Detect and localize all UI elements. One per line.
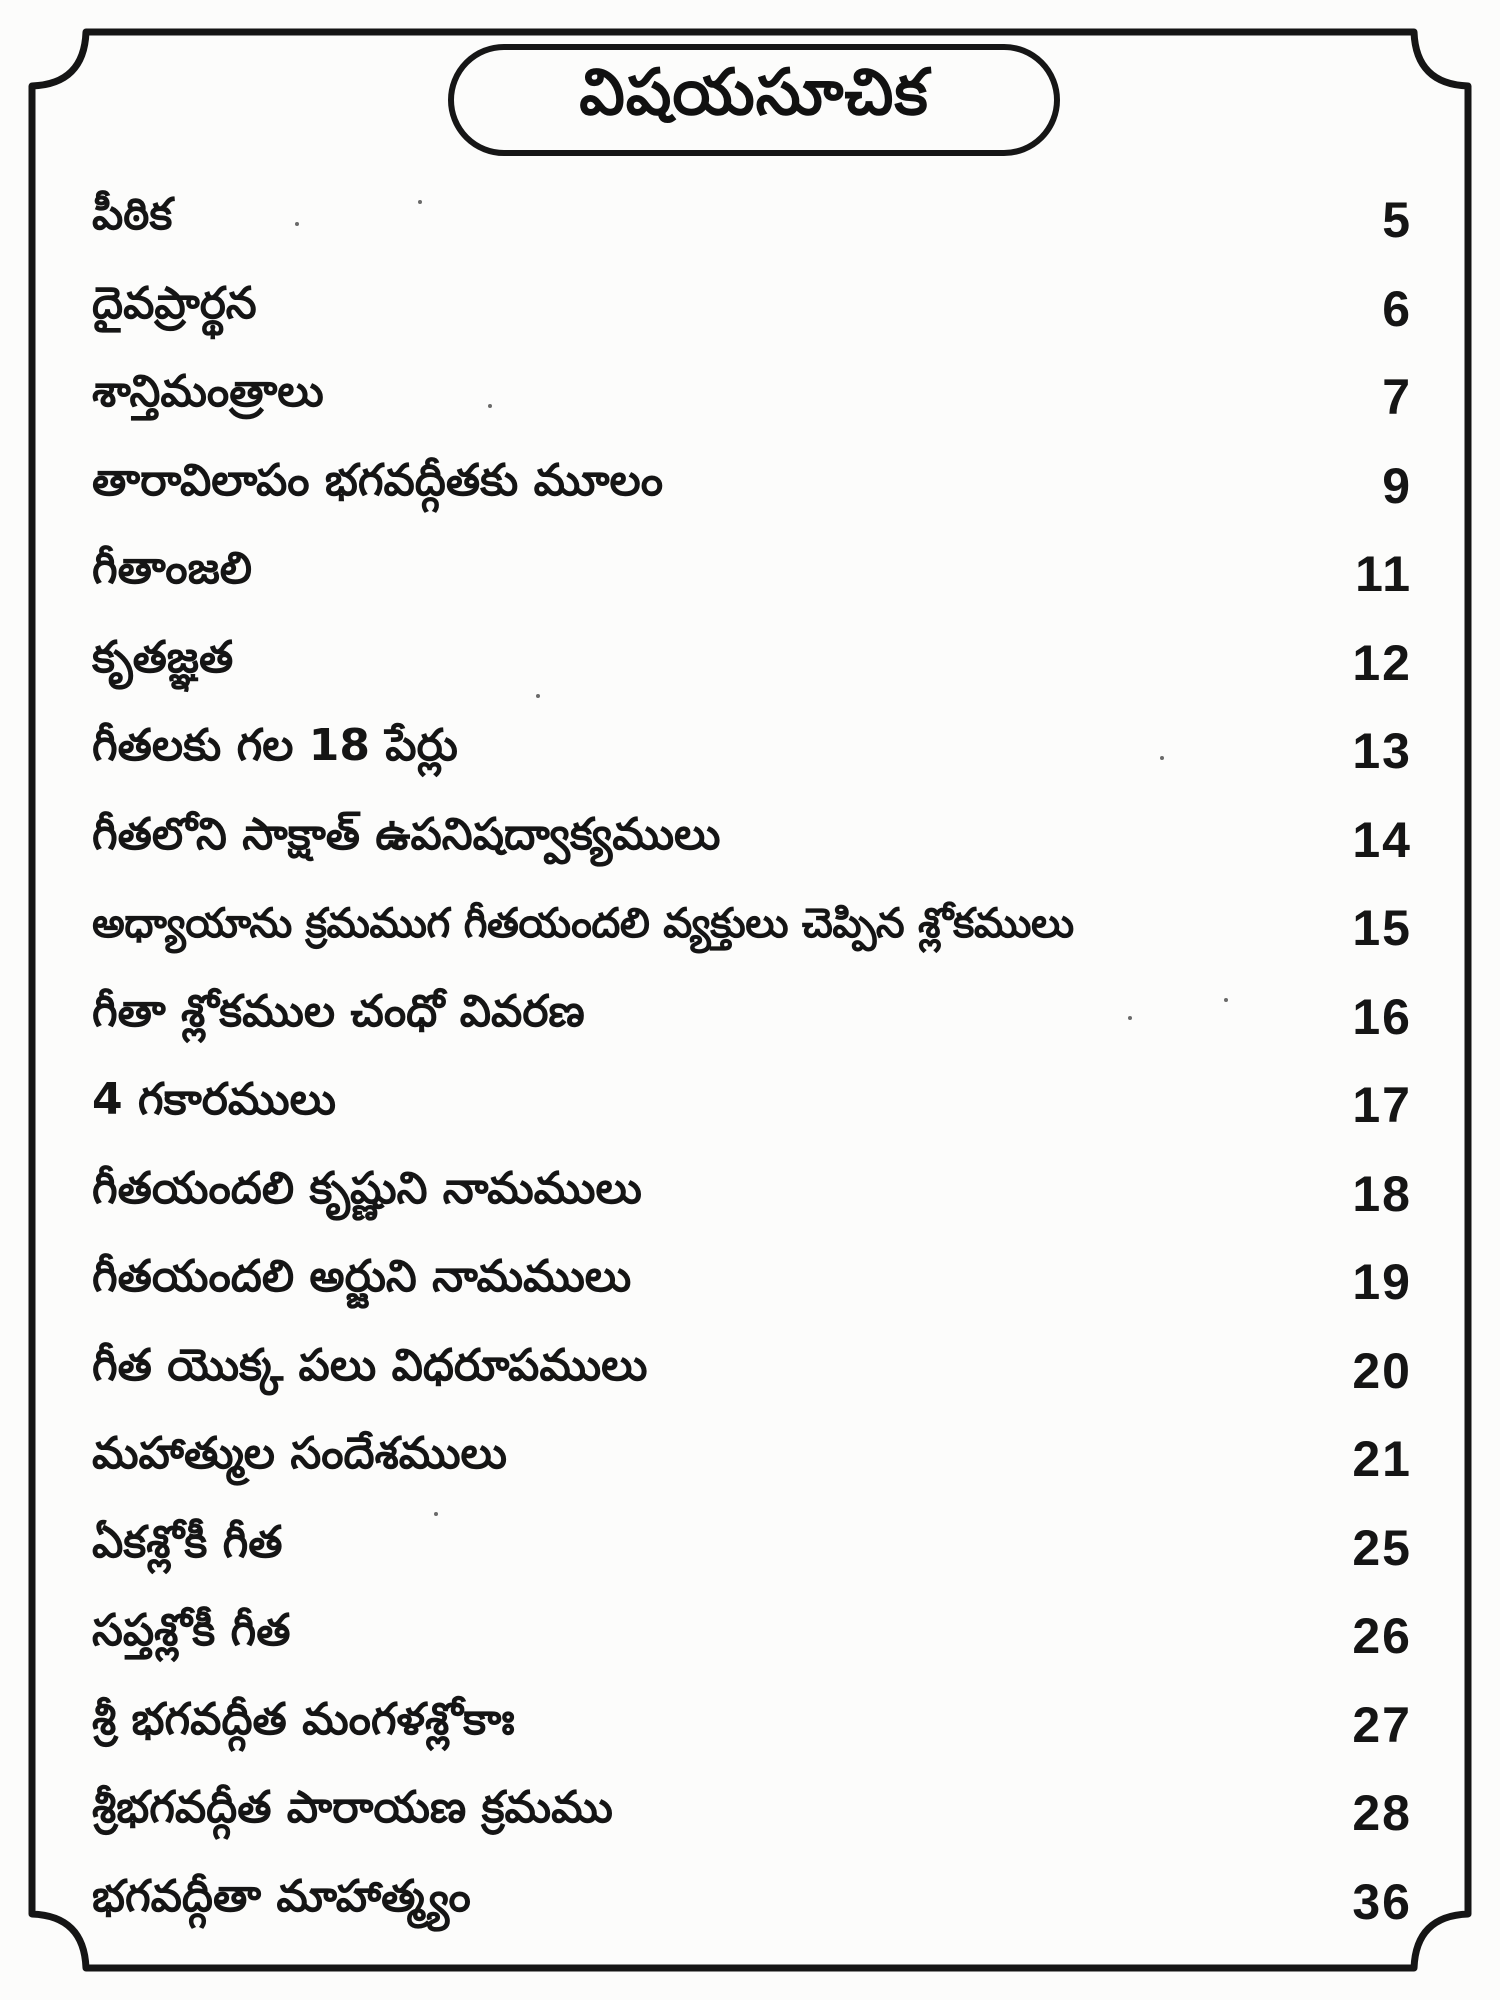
toc-entry-page: 19 [1352,1254,1412,1311]
toc-entry-page: 25 [1352,1519,1412,1576]
toc-entry-title: గీతయందలి అర్జుని నామములు [92,1251,632,1303]
toc-entry-page: 26 [1352,1608,1412,1665]
toc-entry-page: 13 [1352,723,1412,780]
toc-entry[interactable] [92,1238,1412,1327]
toc-entry-title: ఏకశ్లోకీ గీత [92,1516,283,1568]
toc-entry[interactable] [92,1415,1412,1504]
toc-entry-title: అధ్యాయాను క్రమముగ గీతయందలి వ్యక్తులు చెప్పిన శ్లోకములు [92,899,1074,948]
print-speck [295,222,299,226]
toc-entry[interactable] [92,707,1412,796]
print-speck [1224,998,1228,1002]
print-speck [1128,1016,1132,1020]
toc-entry[interactable] [92,619,1412,708]
toc-entry-page: 7 [1382,369,1412,426]
print-speck [488,404,492,408]
toc-entry-page: 6 [1382,280,1412,337]
toc-entry-title: 4 గకారములు [92,1074,337,1126]
toc-entry-page: 14 [1352,811,1412,868]
toc-entry-title: శ్రీభగవద్గీత పారాయణ క్రమము [92,1782,613,1834]
print-speck [434,1512,438,1516]
toc-entry-title: పీఠిక [92,189,173,241]
toc-entry-title: గీతాంజలి [92,543,252,595]
toc-entry-title: మహాత్ముల సందేశములు [92,1428,507,1480]
toc-entry-title: గీత యొక్క పలు విధరూపములు [92,1339,648,1391]
toc-entry[interactable] [92,1150,1412,1239]
toc-entry[interactable] [92,530,1412,619]
toc-entry-title: సప్తశ్లోకీ గీత [92,1605,291,1657]
toc-entry[interactable] [92,1592,1412,1681]
toc-entry[interactable] [92,884,1412,973]
toc-entry[interactable] [92,353,1412,442]
toc-entry[interactable] [92,265,1412,354]
toc-entry[interactable] [92,796,1412,885]
toc-entry[interactable] [92,1504,1412,1593]
toc-entry[interactable] [92,1061,1412,1150]
toc-entry[interactable] [92,176,1412,265]
toc-entry-page: 12 [1352,634,1412,691]
toc-entry-page: 20 [1352,1342,1412,1399]
toc-entry-title: శ్రీ భగవద్గీత మంగళశ్లోకాః [92,1693,515,1745]
toc-entry-title: గీతలోని సాక్షాత్ ఉపనిషద్వాక్యములు [92,808,721,860]
toc-entry-title: కృతజ్ఞత [92,631,234,683]
print-speck [1160,756,1164,760]
title-banner [448,44,1060,156]
toc-entry-page: 17 [1352,1077,1412,1134]
toc-entry-page: 28 [1352,1785,1412,1842]
toc-entry-title: శాన్తిమంత్రాలు [92,366,324,418]
toc-entry[interactable] [92,1327,1412,1416]
table-of-contents [92,176,1412,1946]
toc-entry-page: 11 [1355,546,1412,603]
toc-entry-page: 36 [1352,1873,1412,1930]
toc-entry-title: గీతలకు గల 18 పేర్లు [92,720,458,772]
toc-entry-title: దైవప్రార్థన [92,277,257,329]
toc-entry[interactable] [92,973,1412,1062]
toc-entry-title: గీతా శ్లోకముల చంధో వివరణ [92,985,585,1037]
toc-entry-page: 21 [1352,1431,1412,1488]
toc-entry-page: 15 [1352,900,1412,957]
toc-entry-page: 18 [1352,1165,1412,1222]
toc-entry[interactable] [92,442,1412,531]
toc-entry[interactable] [92,1769,1412,1858]
toc-entry-page: 9 [1382,457,1412,514]
page-title: విషయసూచిక [579,55,929,130]
toc-entry[interactable] [92,1681,1412,1770]
toc-entry-page: 5 [1382,192,1412,249]
print-speck [418,200,422,204]
toc-entry-title: తారావిలాపం భగవద్గీతకు మూలం [92,454,664,506]
toc-entry[interactable] [92,1858,1412,1947]
toc-entry-page: 27 [1352,1696,1412,1753]
print-speck [536,694,540,698]
toc-entry-title: గీతయందలి కృష్ణుని నామములు [92,1162,642,1214]
toc-entry-page: 16 [1352,988,1412,1045]
toc-entry-title: భగవద్గీతా మాహాత్మ్యం [92,1870,471,1922]
